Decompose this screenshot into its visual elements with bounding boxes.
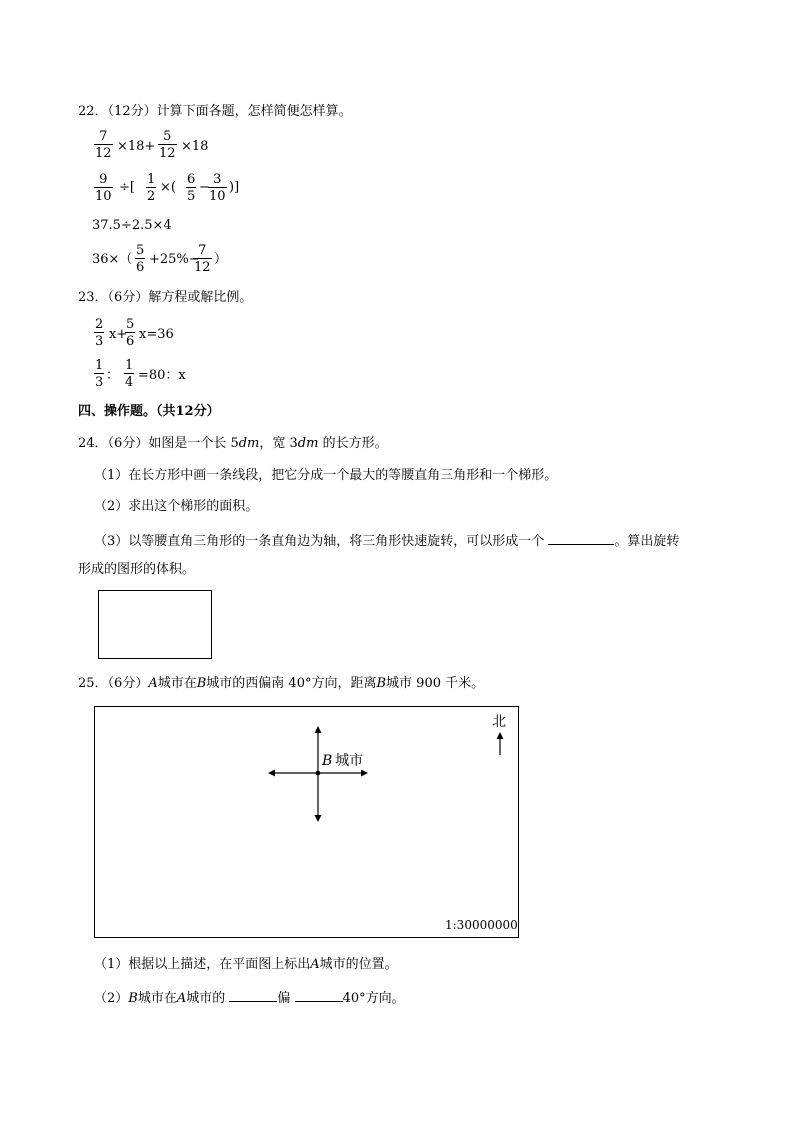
fraction <box>135 244 145 274</box>
fraction <box>94 359 104 389</box>
q24-header-post: 的长方形。 <box>318 436 388 451</box>
q25-header-mid1: 城市在 <box>157 676 197 691</box>
expr-text: ×( <box>160 180 176 195</box>
q25-header <box>78 677 484 690</box>
q24-part3-pre: （3）以等腰直角三角形的一条直角边为轴，将三角形快速旋转，可以形成一个 <box>94 534 545 549</box>
expr-text: x+ <box>109 327 128 342</box>
city-letter-a: A <box>176 991 187 1006</box>
fraction <box>94 318 104 348</box>
north-arrow-icon <box>493 732 507 756</box>
fraction <box>186 173 196 203</box>
rectangle-figure <box>98 590 212 659</box>
q23-header: 23．（6分）解方程或解比例。 <box>78 290 253 305</box>
expr-text: +25%− <box>149 252 200 267</box>
compass-cross-icon <box>268 726 368 822</box>
north-label: 北 <box>492 714 506 730</box>
denominator: 10 <box>209 189 226 204</box>
q22-header: 22．（12分）计算下面各题，怎样简便怎样算。 <box>78 104 352 119</box>
expr-text: − <box>199 180 210 195</box>
expr-text: =80：x <box>138 368 186 383</box>
denominator: 4 <box>125 375 134 390</box>
denominator: 6 <box>136 260 145 275</box>
expr-text: ） <box>214 252 228 267</box>
q25-part1 <box>94 958 398 971</box>
answer-blank[interactable] <box>229 989 277 1002</box>
q25-part2-post: 40°方向。 <box>342 991 405 1006</box>
fraction <box>94 173 113 203</box>
denominator: 3 <box>95 334 104 349</box>
city-b-label <box>322 754 363 768</box>
expr-text: x=36 <box>139 327 174 342</box>
numerator: 1 <box>147 172 156 187</box>
q24-part2: （2）求出这个梯形的面积。 <box>94 499 259 514</box>
fraction <box>193 244 212 274</box>
numerator: 7 <box>99 129 108 144</box>
denominator: 3 <box>95 375 104 390</box>
city-letter-a: A <box>148 676 158 691</box>
city-letter-a: A <box>310 957 320 972</box>
city-letter-b: B <box>196 676 207 691</box>
q25-part1-post: 城市的位置。 <box>319 957 398 972</box>
numerator: 2 <box>95 317 104 332</box>
expr-text: )] <box>229 180 240 195</box>
q24-header <box>78 437 388 450</box>
city-letter-b: B <box>128 991 138 1006</box>
expr-text: 36×（ <box>92 252 133 267</box>
q24-header-mid: ，宽 3 <box>259 436 298 451</box>
fraction <box>158 130 177 160</box>
numerator: 5 <box>126 317 135 332</box>
city-letter-b: B <box>376 676 387 691</box>
city-word: 城市 <box>335 753 364 769</box>
numerator: 3 <box>213 172 222 187</box>
expr-text: 37.5÷2.5×4 <box>92 218 172 233</box>
fraction <box>124 359 134 389</box>
unit-dm: dm <box>297 436 319 451</box>
numerator: 1 <box>125 358 134 373</box>
denominator: 5 <box>187 189 196 204</box>
denominator: 2 <box>147 189 156 204</box>
numerator: 1 <box>95 358 104 373</box>
numerator: 7 <box>198 243 207 258</box>
numerator: 9 <box>99 172 108 187</box>
q24-part3-post: 。算出旋转 <box>614 534 680 549</box>
fraction <box>208 173 227 203</box>
q24-part3-line2: 形成的图形的体积。 <box>78 562 196 577</box>
numerator: 6 <box>187 172 196 187</box>
denominator: 12 <box>159 146 176 161</box>
expr-text: ： <box>106 368 120 383</box>
q25-part2 <box>94 989 405 1005</box>
answer-blank[interactable] <box>295 989 343 1002</box>
expr-text: ÷[ <box>119 180 135 195</box>
unit-dm: dm <box>238 436 260 451</box>
expr-text: ×18+ <box>117 139 156 154</box>
denominator: 12 <box>95 146 112 161</box>
q25-header-pre: 25．（6分） <box>78 676 149 691</box>
q25-part2-mid1: 城市在 <box>137 991 177 1006</box>
denominator: 12 <box>194 260 211 275</box>
section-heading: 四、操作题。（共12分） <box>78 404 220 419</box>
expr-text: ×18 <box>181 139 209 154</box>
q25-part2-mid2: 城市的 <box>186 991 226 1006</box>
q25-header-mid2: 城市的西偏南 40°方向，距离 <box>206 676 377 691</box>
q25-part2-pre: （2） <box>94 991 129 1006</box>
denominator: 6 <box>126 334 135 349</box>
q24-part1: （1）在长方形中画一条线段，把它分成一个最大的等腰直角三角形和一个梯形。 <box>94 468 558 483</box>
fraction <box>94 130 113 160</box>
q25-part2-mid3: 偏 <box>277 991 291 1006</box>
fraction <box>146 173 156 203</box>
city-letter-b: B <box>322 753 333 769</box>
q25-header-post: 城市 900 千米。 <box>386 676 485 691</box>
numerator: 5 <box>163 129 172 144</box>
q24-part3 <box>94 532 679 548</box>
q25-part1-pre: （1）根据以上描述，在平面图上标出 <box>94 957 311 972</box>
numerator: 5 <box>136 243 145 258</box>
fraction <box>125 318 135 348</box>
q24-header-pre: 24．（6分）如图是一个长 5 <box>78 436 239 451</box>
denominator: 10 <box>95 189 112 204</box>
answer-blank[interactable] <box>548 532 614 545</box>
map-scale: 1:30000000 <box>445 918 518 932</box>
